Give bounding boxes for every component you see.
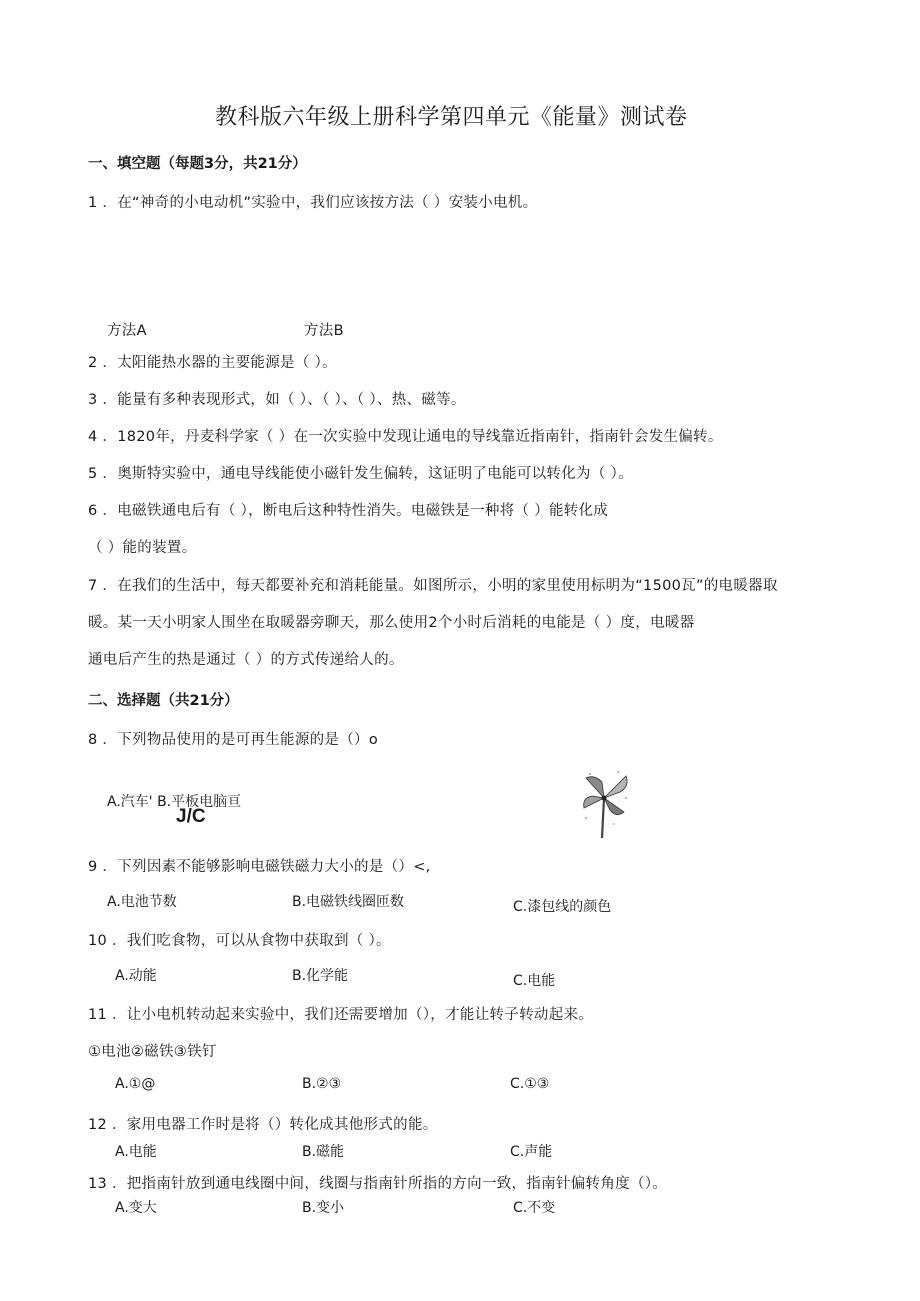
pinwheel-image [580, 768, 632, 840]
question-12: 12 ．家用电器工作时是将（）转化成其他形式的能。 [88, 1117, 438, 1133]
question-13-option-b: B.变小 [302, 1200, 345, 1216]
pinwheel-blade [584, 796, 604, 808]
question-3: 3 ．能量有多种表现形式，如（ ）、（ ）、（ ）、热、磁等。 [88, 392, 466, 408]
question-7-line-2: 暖。某一天小明家人围坐在取暖器旁聊天，那么使用2个小时后消耗的电能是（ ）度，电暖器 [88, 615, 695, 631]
question-12-option-c: C.声能 [510, 1144, 553, 1160]
question-10: 10 ．我们吃食物，可以从食物中获取到（ ）。 [88, 933, 391, 949]
method-b-label: 方法B [304, 323, 344, 339]
pinwheel-hub [602, 796, 607, 801]
question-9-option-a: A.电池节数 [107, 894, 177, 910]
question-2: 2 ．太阳能热水器的主要能源是（ ）。 [88, 355, 337, 371]
question-11: 11 ．让小电机转动起来实验中，我们还需要增加（），才能让转子转动起来。 [88, 1007, 594, 1023]
question-13: 13 ．把指南针放到通电线圈中间，线圈与指南针所指的方向一致，指南针偏转角度（）。 [88, 1176, 668, 1192]
question-9-option-c: C.漆包线的颜色 [513, 899, 612, 915]
question-8: 8 ．下列物品使用的是可再生能源的是（）o [88, 732, 379, 748]
question-11-option-a: A.①@ [115, 1076, 156, 1092]
question-13-option-c: C.不变 [513, 1200, 556, 1216]
question-4: 4 ．1820年，丹麦科学家（ ）在一次实验中发现让通电的导线靠近指南针，指南针会发生偏转。 [88, 429, 723, 445]
page-title: 教科版六年级上册科学第四单元《能量》测试卷 [215, 105, 688, 130]
question-11-items: ①电池②磁铁③铁钉 [88, 1044, 217, 1060]
question-7-line-1: 7 ．在我们的生活中，每天都要补充和消耗能量。如图所示，小明的家里使用标明为“1500瓦”的电暖器取 [88, 578, 778, 594]
question-13-option-a: A.变大 [115, 1200, 157, 1216]
question-9-option-b: B.电磁铁线圈匝数 [292, 894, 405, 910]
question-10-option-b: B.化学能 [292, 968, 349, 984]
question-12-option-a: A.电能 [115, 1144, 157, 1160]
question-8-options: A.汽车' B.平板电脑亘 [107, 794, 242, 810]
question-1: 1 ．在“神奇的小电动机”实验中，我们应该按方法（ ）安装小电机。 [88, 195, 538, 211]
question-8-fragment: J/C [176, 806, 206, 827]
section-heading-multiple-choice: 二、选择题（共21分） [88, 693, 239, 709]
pinwheel-blade [604, 776, 627, 798]
question-10-option-a: A.动能 [115, 968, 157, 984]
method-a-label: 方法A [107, 323, 147, 339]
pinwheel-blade [604, 798, 624, 815]
question-12-option-b: B.磁能 [302, 1144, 345, 1160]
question-9: 9 ．下列因素不能够影响电磁铁磁力大小的是（）<, [88, 859, 431, 875]
pinwheel-blade [586, 777, 604, 798]
question-6-line-1: 6 ．电磁铁通电后有（ ），断电后这种特性消失。电磁铁是一种将（ ）能转化成 [88, 503, 609, 519]
question-6-line-2: （ ）能的装置。 [88, 540, 197, 556]
question-11-option-b: B.②③ [302, 1076, 342, 1092]
question-7-line-3: 通电后产生的热是通过（ ）的方式传递给人的。 [88, 652, 404, 668]
pinwheel-stick [602, 798, 604, 838]
section-heading-fill-in: 一、填空题（每题3分，共21分） [88, 156, 307, 172]
question-10-option-c: C.电能 [513, 973, 556, 989]
question-5: 5 ．奥斯特实验中，通电导线能使小磁针发生偏转，这证明了电能可以转化为（ ）。 [88, 466, 633, 482]
question-11-option-c: C.①③ [510, 1076, 550, 1092]
